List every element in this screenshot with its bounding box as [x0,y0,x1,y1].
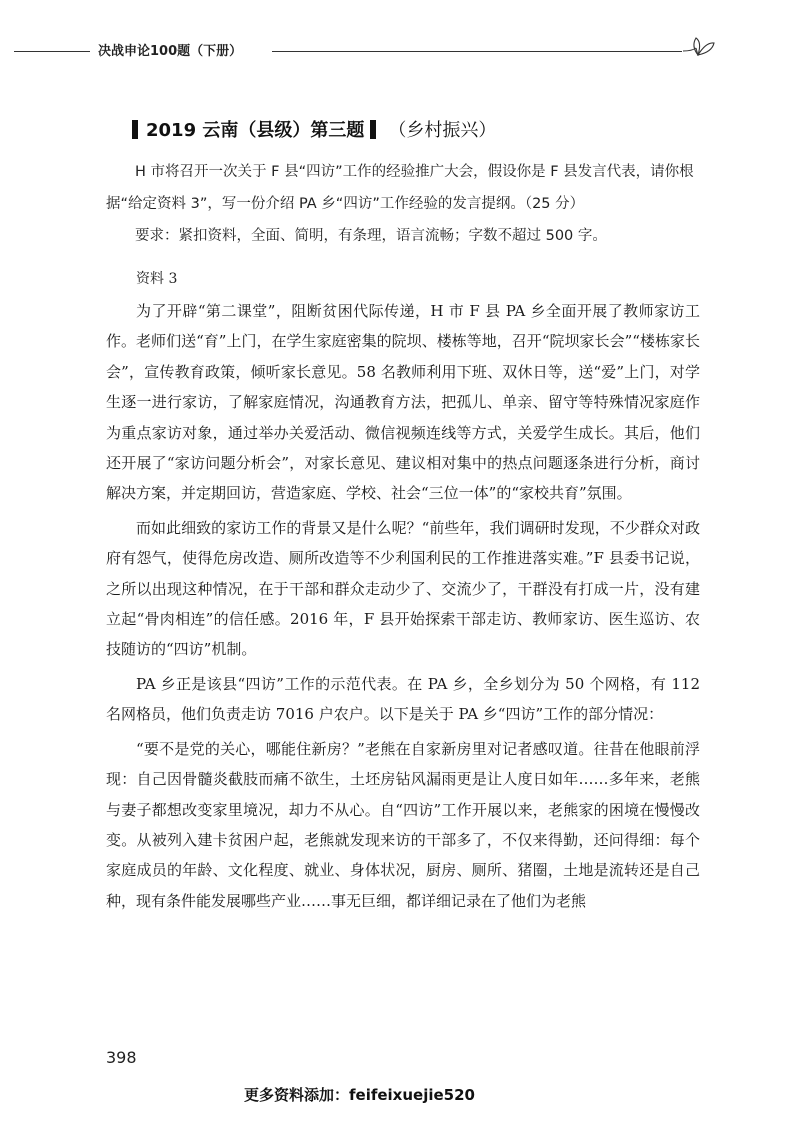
heading-bar-mid [370,120,376,139]
question-title: 2019 云南（县级）第三题 [146,120,365,141]
material-paragraph: “要不是党的关心，哪能住新房？”老熊在自家新房里对记者感叹道。往昔在他眼前浮现：自己因骨髓炎截肢而痛不欲生，土坯房钻风漏雨更是让人度日如年……多年来，老熊与妻子都想改变家里境况，却力不从心。自“四访”工作开展以来，老熊家的困境在慢慢改变。从被列入建卡贫困户起，老熊就发现来访的干部多了，不仅来得勤，还问得细：每个家庭成员的年龄、文化程度、就业、身体状况，厨房、厕所、猪圈，土地是流转还是自己种，现有条件能发展哪些产业……事无巨细，都详细记录在了他们为老熊 [106,739,700,910]
heading-bar-left [132,120,138,139]
question-requirement: 要求：紧扣资料，全面、简明，有条理，语言流畅；字数不超过 500 字。 [135,228,607,244]
watermark-text: 更多资料添加：feifeixuejie520 [244,1086,475,1104]
question-prompt-block [106,156,702,252]
material-paragraph: 而如此细致的家访工作的背景又是什么呢？“前些年，我们调研时发现，不少群众对政府有怨气，使得危房改造、厕所改造等不少利国利民的工作推进落实难。”F 县委书记说，之所以出现这种情况，在于干部和群众走动少了、交流少了，干群没有打成一片，没有建立起“骨肉相连”的信任感。2016 年，F 县开始探索干部走访、教师家访、医生巡访、农技随访的“四访”机制。 [106,518,700,659]
running-header [14,34,784,64]
page-number: 398 [106,1048,137,1067]
sprout-icon [682,32,716,58]
header-rule-left [14,51,90,52]
material-label: 资料 3 [136,271,178,287]
material-paragraph: 为了开辟“第二课堂”，阻断贫困代际传递，H 市 F 县 PA 乡全面开展了教师家访工作。老师们送“育”上门，在学生家庭密集的院坝、楼栋等地，召开“院坝家长会”“楼栋家长会”，宣传教育政策，倾听家长意见。58 名教师利用下班、双休日等，送“爱”上门，对学生逐一进行家访，了解家庭情况，沟通教育方法，把孤儿、单亲、留守等特殊情况家庭作为重点家访对象，通过举办关爱活动、微信视频连线等方式，关爱学生成长。其后，他们还开展了“家访问题分析会”，对家长意见、建议相对集中的热点问题逐条进行分析，商讨解决方案，并定期回访，营造家庭、学校、社会“三位一体”的“家校共育”氛围。 [106,302,700,503]
series-title: 决战申论100题（下册） [98,44,243,59]
question-prompt: H 市将召开一次关于 F 县“四访”工作的经验推广大会，假设你是 F 县发言代表，请你根据“给定资料 3”，写一份介绍 PA 乡“四访”工作经验的发言提纲。（25 分） [106,164,694,212]
material-paragraph: PA 乡正是该县“四访”工作的示范代表。在 PA 乡，全乡划分为 50 个网格，有 112 名网格员，他们负责走访 7016 户农户。以下是关于 PA 乡“四访”工作的部分情况： [106,674,700,724]
material-body [106,296,700,920]
question-heading [132,116,496,144]
question-topic: （乡村振兴） [388,120,497,141]
header-rule-right [272,51,682,52]
